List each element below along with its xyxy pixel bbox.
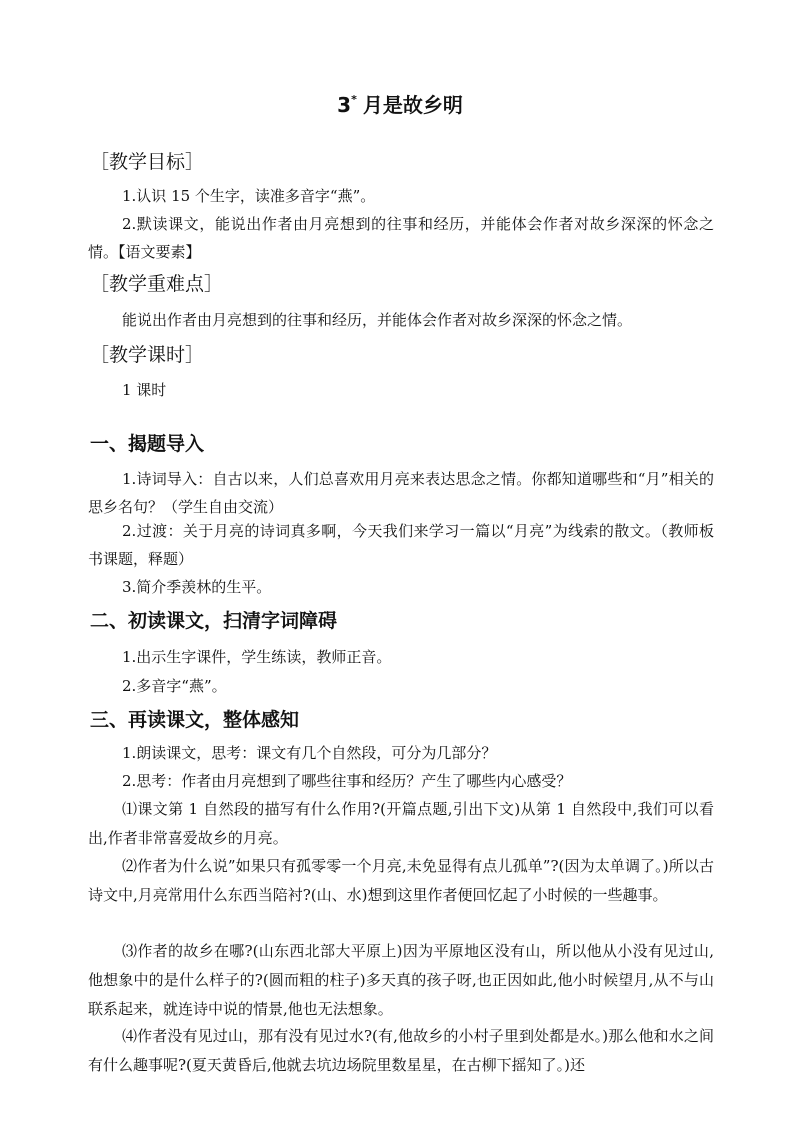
class-hours-text: 1 课时 xyxy=(122,381,167,399)
part-3-heading: 三、再读课文，整体感知 xyxy=(90,709,300,731)
part-3-item-2: 2.思考：作者由月亮想到了哪些往事和经历？产生了哪些内心感受？ xyxy=(122,772,572,790)
lesson-title xyxy=(0,86,800,119)
goal-2: 2.默读课文，能说出作者由月亮想到的往事和经历，并能体会作者对故乡深深的怀念之情。【语文要素】 xyxy=(88,215,714,261)
part-2-item-2: 2.多音字“燕”。 xyxy=(122,677,227,695)
class-hours-heading: ［教学课时］ xyxy=(90,344,205,366)
part-1-heading: 一、揭题导入 xyxy=(90,433,205,455)
part-1-item-3: 3.简介季羡林的生平。 xyxy=(122,578,272,596)
optional-lesson-star: * xyxy=(351,93,357,106)
part-1-item-2: 2.过渡：关于月亮的诗词真多啊，今天我们来学习一篇以“月亮”为线索的散文。（教师板书课题，释题） xyxy=(88,522,714,568)
part-1-item-1: 1.诗词导入：自古以来，人们总喜欢用月亮来表达思念之情。你都知道哪些和“月”相关的思乡名句？（学生自由交流） xyxy=(88,470,714,516)
part-3-question-3: ⑶作者的故乡在哪?(山东西北部大平原上)因为平原地区没有山，所以他从小没有见过山,他想象中的是什么样子的?(圆而粗的柱子)多天真的孩子呀,也正因如此,他小时候望月,从不与山联系起来，就连诗中说的情景,他也无法想象。 xyxy=(88,942,714,1018)
goal-1: 1.认识 15 个生字，读准多音字“燕”。 xyxy=(122,187,376,205)
part-2-item-1: 1.出示生字课件，学生练读，教师正音。 xyxy=(122,648,392,666)
part-3-question-1: ⑴课文第 1 自然段的描写有什么作用?(开篇点题,引出下文)从第 1 自然段中,我们可以看出,作者非常喜爱故乡的月亮。 xyxy=(88,800,714,847)
key-points-heading: ［教学重难点］ xyxy=(90,273,224,295)
part-3-question-4: ⑷作者没有见过山，那有没有见过水?(有,他故乡的小村子里到处都是水。)那么他和水之间有什么趣事呢?(夏天黄昏后,他就去坑边场院里数星星，在古柳下摇知了。)还 xyxy=(88,1027,714,1074)
lesson-number: 3 xyxy=(337,93,352,117)
goals-heading: ［教学目标］ xyxy=(90,151,205,173)
part-2-heading: 二、初读课文，扫清字词障碍 xyxy=(90,610,338,632)
key-points-text: 能说出作者由月亮想到的往事和经历，并能体会作者对故乡深深的怀念之情。 xyxy=(122,311,633,329)
part-3-item-1: 1.朗读课文，思考：课文有几个自然段，可分为几部分？ xyxy=(122,744,497,762)
part-3-question-2: ⑵作者为什么说”如果只有孤零零一个月亮,未免显得有点儿孤单”?(因为太单调了。)所以古诗文中,月亮常用什么东西当陪衬?(山、水)想到这里作者便回忆起了小时候的一些趣事。 xyxy=(88,857,714,904)
lesson-title-text: 月是故乡明 xyxy=(362,93,463,117)
